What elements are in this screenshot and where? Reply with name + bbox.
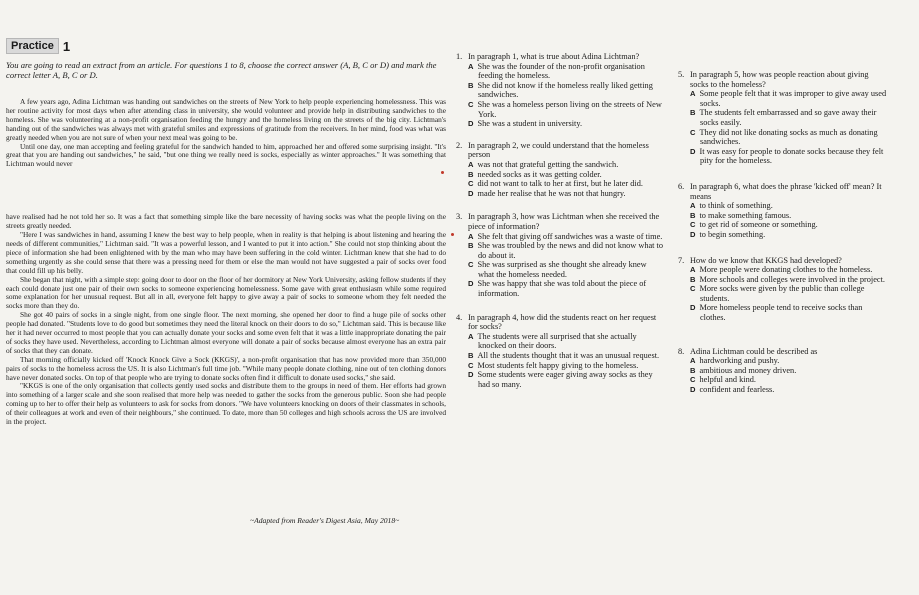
question-7 [678, 256, 888, 323]
option-letter: C [468, 260, 474, 270]
option-text: helpful and kind. [699, 375, 756, 385]
article-paragraph: She began that night, with a simple step: going door to door on the floor of her dormitory at New York University, asking fellow students if they each could donate just one pair of their own socks to someone experiencing homelessness. Some gave with great enthusiasm while some required some explanation for her unusual request. But all in all, everyone felt happy to give away a pair of socks to someone whom they felt needed the socks more than they do. [6, 274, 446, 311]
questions-column-2 [678, 70, 888, 409]
option-text: was not that grateful getting the sandwich. [477, 159, 619, 169]
option-letter: D [690, 303, 696, 313]
option-letter: C [690, 284, 696, 294]
option-text: to get rid of someone or something. [699, 220, 818, 230]
article-source: ~Adapted from Reader's Digest Asia, May 2018~ [250, 516, 400, 525]
question-text: In paragraph 5, how was people reaction about giving socks to the homeless? [690, 70, 869, 89]
question-stem [678, 256, 888, 266]
answer-option[interactable] [456, 351, 664, 361]
option-letter: A [468, 231, 474, 241]
answer-option[interactable] [456, 189, 664, 199]
option-text: confident and fearless. [699, 385, 775, 395]
answer-option[interactable] [456, 279, 664, 298]
option-text: More socks were given by the public than college students. [699, 284, 865, 303]
option-text: to make something famous. [699, 210, 792, 220]
option-letter: B [468, 80, 474, 90]
option-letter: D [690, 146, 696, 156]
question-number: 2. [456, 140, 463, 150]
question-number: 8. [678, 346, 685, 356]
answer-option[interactable] [456, 160, 664, 170]
practice-number: 1 [62, 38, 71, 54]
answer-option[interactable] [456, 232, 664, 242]
question-text: Adina Lichtman could be described as [690, 346, 818, 356]
option-text: The students felt embarrassed and so gave away their socks easily. [699, 108, 877, 127]
option-letter: A [468, 61, 474, 71]
option-text: needed socks as it was getting colder. [477, 169, 602, 179]
answer-option[interactable] [456, 370, 664, 389]
question-number: 6. [678, 181, 685, 191]
article-paragraph: "KKGS is one of the only organisation that collects gently used socks and distribute them to the groups in need of them. Her efforts had grown into something of a larger scale and she soon realised that more help was needed to gather the socks from the generous public. Soon she had people coming up to her to offer their help as volunteers to ask for socks from donors. "We have volunteers knocking on doors of their classmates in schools, of their colleagues at work and even of their neighbours," she continued. To date, more than 50 colleges and high schools across the US are involved in the project. [6, 381, 446, 427]
answer-option[interactable] [678, 108, 888, 127]
answer-option[interactable] [678, 211, 888, 221]
option-text: She did not know if the homeless really liked getting sandwiches. [477, 80, 653, 100]
answer-option[interactable] [456, 119, 664, 129]
answer-option[interactable] [456, 241, 664, 260]
option-letter: A [690, 265, 696, 275]
option-letter: A [690, 356, 696, 366]
article-paragraph: She got 40 pairs of socks in a single night, from one single floor. The next morning, she opened her door to find a huge pile of socks other people had donated. "Students love to do good but sometimes they need the literal knock on their doors to do so," Lichtman said. This is because like her it had never occurred to most people that you can actually donate your socks and some even felt that it was a little inappropriate donating the pair of socks they have used. Nevertheless, according to Lichtman almost everyone will donate a pair of socks because almost everyone has an extra pair of socks that they can donate. [6, 310, 446, 355]
question-stem [456, 141, 664, 160]
option-text: More homeless people tend to receive socks than clothes. [699, 303, 863, 323]
question-number: 4. [456, 312, 463, 322]
option-letter: B [468, 169, 474, 179]
option-letter: B [690, 365, 696, 375]
answer-option[interactable] [456, 361, 664, 371]
option-letter: D [468, 370, 474, 380]
question-number: 1. [456, 52, 463, 61]
red-mark-dot [451, 233, 454, 236]
article-paragraph: "Here I was sandwiches in hand, assuming I knew the best way to help people, when in reality is that helping is about listening and hearing the needs of different communities," Lichtman said. "It was a powerful lesson, and I wanted to put it into action." She could not stop thinking about the piece of information she had been enlightened with by the man who may have been suffering in the cold winter. Lichtman knew that she had to do something urgently as she could sense that there was a pressing need for them or else the man would not have suggested a pair of socks over food that could fill up his belly. [6, 230, 446, 275]
answer-option[interactable] [678, 147, 888, 166]
option-text: She was happy that she was told about the piece of information. [477, 279, 647, 299]
question-stem [678, 70, 888, 89]
answer-option[interactable] [678, 265, 888, 275]
option-text: More schools and colleges were involved in the project. [699, 274, 885, 284]
question-5 [678, 70, 888, 166]
answer-option[interactable] [678, 303, 888, 322]
answer-option[interactable] [456, 332, 664, 351]
question-1 [456, 52, 664, 129]
answer-option[interactable] [456, 100, 664, 119]
answer-option[interactable] [456, 179, 664, 189]
option-letter: A [690, 201, 696, 211]
option-letter: B [690, 108, 696, 118]
answer-option[interactable] [678, 356, 888, 366]
option-letter: D [468, 188, 474, 198]
option-text: Some people felt that it was improper to give away used socks. [699, 89, 887, 108]
option-letter: B [690, 210, 696, 220]
option-text: She was troubled by the news and did not know what to do about it. [477, 241, 663, 260]
question-text: How do we know that KKGS had developed? [690, 255, 842, 265]
option-text: All the students thought that it was an unusual request. [477, 351, 660, 361]
red-mark-dot [441, 171, 444, 174]
option-letter: C [690, 220, 696, 230]
option-letter: A [690, 89, 696, 99]
option-text: ambitious and money driven. [699, 365, 797, 375]
question-text: In paragraph 3, how was Lichtman when she received the piece of information? [468, 212, 660, 231]
option-letter: C [468, 179, 474, 189]
option-text: made her realise that he was not that hungry. [477, 188, 626, 198]
question-text: In paragraph 2, we could understand that the homeless person [468, 140, 649, 160]
option-letter: C [690, 375, 696, 385]
answer-option[interactable] [678, 366, 888, 376]
option-letter: B [690, 274, 696, 284]
answer-option[interactable] [456, 62, 664, 81]
option-letter: D [690, 229, 696, 239]
question-stem [678, 182, 888, 201]
answer-option[interactable] [678, 128, 888, 147]
question-number: 3. [456, 212, 463, 222]
option-text: to begin something. [699, 229, 766, 239]
option-letter: A [468, 159, 474, 169]
article-paragraph: That morning officially kicked off 'Knock Knock Give a Sock (KKGS)', a non-profit organisation that has now provided more than 350,000 pairs of socks to the homeless across the US. It is also Lichtman's full time job. "While many people donate clothing, nine out of ten clothing donors have never donated socks. On top of that people who are trying to donate socks often find it difficult to donate used socks," she said. [6, 354, 446, 382]
option-letter: C [468, 360, 474, 370]
option-text: It was easy for people to donate socks because they felt pity for the homeless. [699, 146, 884, 166]
option-letter: B [468, 241, 474, 251]
option-letter: D [468, 119, 474, 129]
question-stem [456, 52, 664, 62]
answer-option[interactable] [678, 89, 888, 108]
option-text: She was a student in university. [477, 119, 583, 129]
option-text: She was surprised as she thought she already knew what the homeless needed. [477, 260, 647, 279]
practice-header [6, 38, 70, 54]
question-text: In paragraph 4, how did the students react on her request for socks? [468, 312, 657, 332]
paragraph-gap [6, 169, 446, 213]
question-number: 7. [678, 255, 685, 265]
option-text: hardworking and pushy. [699, 356, 780, 366]
practice-label: Practice [6, 38, 59, 54]
answer-option[interactable] [678, 230, 888, 240]
answer-option[interactable] [678, 201, 888, 211]
option-letter: B [468, 351, 474, 361]
option-letter: D [690, 385, 696, 395]
answer-option[interactable] [678, 385, 888, 395]
option-letter: C [468, 99, 474, 109]
answer-option[interactable] [456, 260, 664, 279]
article-text [6, 98, 446, 427]
question-stem [678, 347, 888, 357]
question-2 [456, 141, 664, 199]
option-text: She was a homeless person living on the streets of New York. [477, 99, 662, 119]
question-6 [678, 182, 888, 240]
option-text: Most students felt happy giving to the homeless. [477, 360, 639, 370]
question-text: In paragraph 6, what does the phrase 'kicked off' mean? It means [690, 181, 882, 201]
option-text: Some students were eager giving away socks as they had so many. [477, 370, 653, 389]
questions-column-1 [456, 52, 664, 403]
option-text: They did not like donating socks as much as donating sandwiches. [699, 127, 878, 147]
option-letter: A [468, 331, 474, 341]
option-letter: D [468, 279, 474, 289]
answer-option[interactable] [678, 275, 888, 285]
question-stem [456, 212, 664, 231]
option-text: did not want to talk to her at first, but he later did. [477, 179, 643, 189]
question-4 [456, 313, 664, 390]
answer-option[interactable] [456, 170, 664, 180]
answer-option[interactable] [678, 220, 888, 230]
question-stem [456, 313, 664, 332]
answer-option[interactable] [456, 81, 664, 100]
question-3 [456, 212, 664, 298]
question-number: 5. [678, 70, 685, 79]
option-text: She was the founder of the non-profit organisation feeding the homeless. [477, 61, 645, 81]
article-paragraph: have realised had he not told her so. It was a fact that something simple like the bare necessity of having socks was what the people living on the streets greatly needed. [6, 212, 446, 231]
question-8 [678, 347, 888, 395]
question-text: In paragraph 1, what is true about Adina Lichtman? [468, 52, 640, 61]
option-text: to think of something. [699, 201, 773, 211]
article-paragraph: A few years ago, Adina Lichtman was handing out sandwiches on the streets of New York to help people experiencing homelessness. This was her routine activity for most days when after attending class in university, she would volunteer and provide help in distributing sandwiches to the homeless. She was volunteering at a non-profit organisation feeding the hungry and the homeless living on the streets of the big city. Lichtman's handing out of the sandwiches was always met with grateful smiles and expressions of gratitude from the receivers. In her mind, food was what was greatly needed when you are not sure of when your next meal was going to be. [6, 97, 446, 142]
answer-option[interactable] [678, 375, 888, 385]
article-paragraph: Until one day, one man accepting and feeling grateful for the sandwich handed to him, approached her and offered some surprising insight. "It's great that you are handing out sandwiches," he said, "but one thing we really need is socks, especially as winter approaches." It was something that Lichtman would never [6, 141, 446, 169]
option-text: The students were all surprised that she actually knocked on their doors. [477, 331, 637, 351]
option-letter: C [690, 127, 696, 137]
option-text: She felt that giving off sandwiches was a waste of time. [477, 231, 663, 241]
option-text: More people were donating clothes to the homeless. [699, 265, 873, 275]
instructions: You are going to read an extract from an article. For questions 1 to 8, choose the correct answer (A, B, C or D) and mark the correct letter A, B, C or D. [6, 60, 437, 80]
answer-option[interactable] [678, 284, 888, 303]
